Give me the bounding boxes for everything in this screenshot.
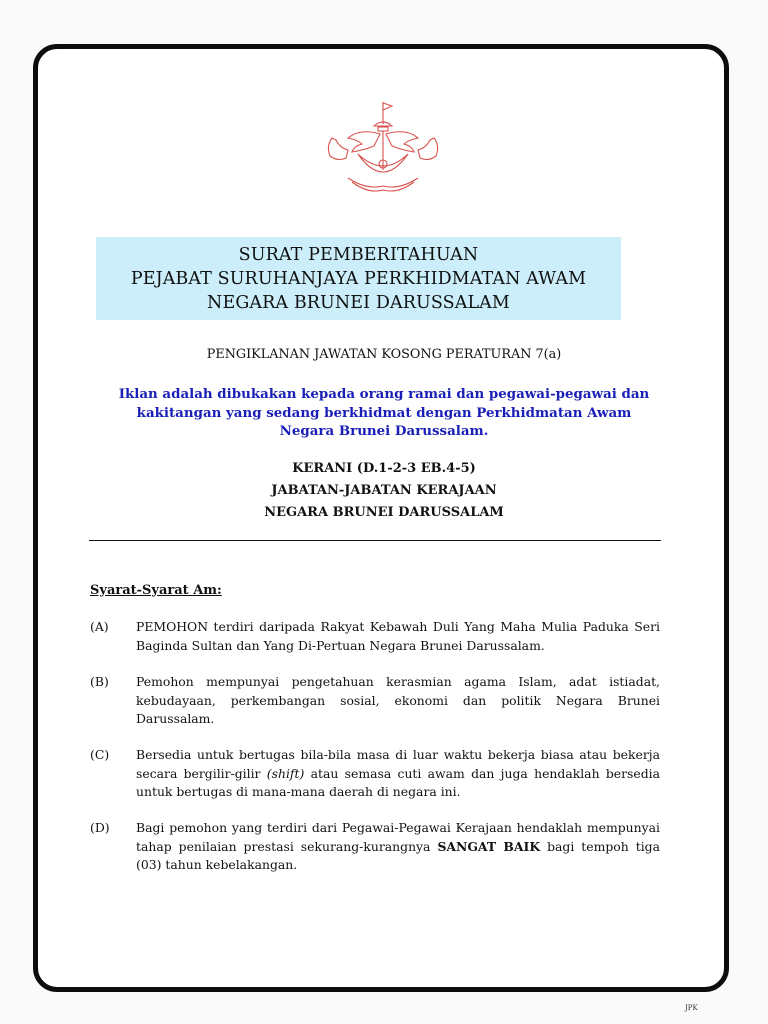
- post-line-3: NEGARA BRUNEI DARUSSALAM: [264, 505, 504, 520]
- item-text: Pemohon mempunyai pengetahuan kerasmian agama Islam, adat istiadat, kebudayaan, perkembangan sosial, ekonomi dan politik Negara Brunei Darussalam.: [136, 674, 660, 726]
- section-title: Syarat-Syarat Am:: [90, 583, 222, 598]
- item-label: (C): [90, 747, 110, 762]
- item-label: (A): [90, 619, 109, 634]
- post-title: [0, 458, 768, 524]
- post-line-2: JABATAN-JABATAN KERAJAAN: [271, 483, 497, 498]
- list-item: [90, 673, 660, 729]
- item-text: PEMOHON terdiri daripada Rakyat Kebawah Duli Yang Maha Mulia Paduka Seri Baginda Sultan dan Yang Di-Pertuan Negara Brunei Darussalam.: [136, 619, 660, 653]
- title-line-1: SURAT PEMBERITAHUAN: [238, 244, 479, 265]
- italic-term: (shift): [266, 765, 305, 781]
- notice-line-2: kakitangan yang sedang berkhidmat dengan Perkhidmatan Awam: [136, 404, 632, 421]
- item-label: (D): [90, 820, 110, 835]
- item-text: Bersedia untuk bertugas bila-bila masa di luar waktu bekerja biasa atau bekerja secara bergilir-gilir (shift) atau semasa cuti awam dan juga hendaklah bersedia untuk bertugas di mana-mana daerah di negara ini.: [136, 747, 660, 799]
- subheading: PENGIKLANAN JAWATAN KOSONG PERATURAN 7(a): [206, 347, 562, 362]
- list-item: [90, 618, 660, 655]
- notice-text: [0, 385, 768, 441]
- brunei-crest-icon: [318, 98, 448, 200]
- item-label: (B): [90, 674, 109, 689]
- title-line-2: PEJABAT SURUHANJAYA PERKHIDMATAN AWAM: [130, 268, 587, 289]
- item-text: Bagi pemohon yang terdiri dari Pegawai-Pegawai Kerajaan hendaklah mempunyai tahap penilaian prestasi sekurang-kurangnya SANGAT BAIK bagi tempoh tiga (03) tahun kebelakangan.: [136, 820, 660, 872]
- bold-term: SANGAT BAIK: [437, 838, 541, 854]
- divider: [89, 540, 661, 541]
- title-line-3: NEGARA BRUNEI DARUSSALAM: [207, 292, 510, 313]
- notice-line-1: Iklan adalah dibukakan kepada orang ramai dan pegawai-pegawai dan: [118, 386, 650, 402]
- notice-line-3: Negara Brunei Darussalam.: [279, 423, 489, 439]
- footer-code: JPK: [685, 1004, 698, 1012]
- post-line-1: KERANI (D.1-2-3 EB.4-5): [292, 461, 476, 476]
- list-item: [90, 819, 660, 875]
- list-item: [90, 746, 660, 802]
- title-box: [96, 237, 621, 320]
